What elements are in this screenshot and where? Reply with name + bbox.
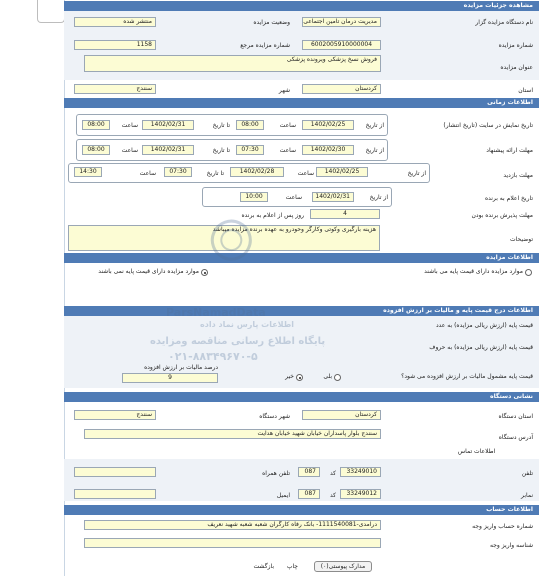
vat-no-label: خیر xyxy=(285,373,294,380)
org-label: نام دستگاه مزایده گزار xyxy=(475,19,533,26)
phone-code-label: کد xyxy=(329,470,336,477)
agency-address-field: سنندج بلوار پاسداران خیابان شهید خیابان هدایت xyxy=(84,429,381,439)
publish-from-date: 1402/02/25 xyxy=(302,120,354,130)
watermark-name: اطلاعات پارس نماد داده xyxy=(200,320,295,329)
offer-label: مهلت ارائه پیشنهاد xyxy=(486,147,533,154)
offer-from-time: 07:30 xyxy=(236,145,264,155)
deadline-field: 4 xyxy=(310,209,380,219)
visit-to-time: 14:30 xyxy=(74,167,102,177)
publish-to-label: تا تاریخ xyxy=(212,122,230,129)
agency-province-field: کردستان xyxy=(302,410,381,420)
visit-label: مهلت بازدید xyxy=(503,172,533,179)
option-without-label: موارد مزایده دارای قیمت پایه نمی باشند xyxy=(98,268,199,275)
announce-date-label: از تاریخ xyxy=(369,194,388,201)
province-field: کردستان xyxy=(302,84,381,94)
option-without-radio[interactable] xyxy=(201,269,208,276)
fax-label: نمابر xyxy=(521,492,533,499)
base-text-label: قیمت پایه (ارزش ریالی مزایده) به حروف xyxy=(429,344,533,351)
vat-yes-label: بلی xyxy=(323,373,332,380)
publish-to-date: 1402/02/31 xyxy=(142,120,194,130)
city-label: شهر xyxy=(278,87,290,94)
pricing-header: اطلاعات درج قیمت پایه و مالیات بر ارزش افزوده xyxy=(64,306,539,316)
offer-to-time: 08:00 xyxy=(82,145,110,155)
org-field: مدیریت درمان تامین اجتماعی xyxy=(302,17,381,27)
visit-from-time-label: ساعت xyxy=(297,170,314,177)
watermark-phone: ۰۲۱-۸۸۳۴۹۶۷۰-۵ xyxy=(168,350,258,363)
publish-label: تاریخ نمایش در سایت (تاریخ انتشار) xyxy=(443,122,533,129)
offer-to-time-label: ساعت xyxy=(121,147,138,154)
fax-code-field: 087 xyxy=(298,489,320,499)
announce-time-label: ساعت xyxy=(285,194,302,201)
city-field: سنندج xyxy=(74,84,156,94)
province-label: استان xyxy=(518,87,533,94)
publish-from-time-label: ساعت xyxy=(279,122,296,129)
offer-to-label: تا تاریخ xyxy=(212,147,230,154)
phone-code-field: 087 xyxy=(298,467,320,477)
vat-question: قیمت پایه مشمول مالیات بر ارزش افزوده می شود؟ xyxy=(401,373,533,380)
shaba-label: شناسه واریز وجه xyxy=(490,542,533,549)
base-num-label: قیمت پایه (ارزش ریالی مزایده) به عدد xyxy=(435,322,533,329)
auction-info-header: اطلاعات مزایده xyxy=(64,253,539,263)
agency-city-label: شهر دستگاه xyxy=(259,413,290,420)
account-label: شماره حساب واریز وجه xyxy=(472,523,533,530)
mobile-label: تلفن همراه xyxy=(262,470,290,477)
agency-header: نشانی دستگاه xyxy=(64,392,539,402)
watermark-brand: ParsNamadData xyxy=(166,306,266,319)
agency-province-label: استان دستگاه xyxy=(498,413,533,420)
mobile-field xyxy=(74,467,156,477)
account-field: درآمدی-1111540081- بانک رفاه کارگران شعبه شعبه شهید نعریف xyxy=(84,520,381,530)
status-field: منتشر شده xyxy=(74,17,156,27)
vat-percent-field: 9 xyxy=(122,373,218,383)
ref-field: 1158 xyxy=(74,40,156,50)
vat-percent-label: درصد مالیات بر ارزش افزوده xyxy=(144,364,218,371)
contact-header: اطلاعات تماس xyxy=(457,448,496,455)
option-with-radio[interactable] xyxy=(525,269,532,276)
announce-date: 1402/02/31 xyxy=(312,192,354,202)
visit-from-label: از تاریخ xyxy=(407,170,426,177)
offer-from-label: از تاریخ xyxy=(365,147,384,154)
notes-field: هزینه بارگیری وکوتی وکارگر وحودرو به عهده برنده مزایده میباشد xyxy=(68,225,380,251)
vat-yes-radio[interactable] xyxy=(334,374,341,381)
offer-from-time-label: ساعت xyxy=(279,147,296,154)
visit-from-date-2: 1402/02/28 xyxy=(230,167,284,177)
visit-to-label: تا تاریخ xyxy=(206,170,224,177)
timing-header: اطلاعات زمانی xyxy=(64,98,539,108)
print-link[interactable]: چاپ xyxy=(286,563,298,570)
phone-label: تلفن xyxy=(521,470,533,477)
announce-time: 10:00 xyxy=(240,192,268,202)
vat-no-radio[interactable] xyxy=(296,374,303,381)
phone-field: 33249010 xyxy=(340,467,381,477)
account-header: اطلاعات حساب xyxy=(64,505,539,515)
publish-to-time: 08:00 xyxy=(82,120,110,130)
status-label: وضعیت مزایده xyxy=(253,19,290,26)
publish-from-label: از تاریخ xyxy=(365,122,384,129)
top-left-box xyxy=(37,0,65,23)
email-label: ایمیل xyxy=(276,492,290,499)
title-field: فروش نسخ پزشکی ویرونده پزشکی xyxy=(84,55,381,72)
announce-label: تاریخ اعلام به برنده xyxy=(484,195,533,202)
offer-to-date: 1402/02/31 xyxy=(142,145,194,155)
agency-city-field: سنندج xyxy=(74,410,156,420)
back-link[interactable]: بازگشت xyxy=(253,563,274,570)
number-label: شماره مزایده xyxy=(498,42,533,49)
publish-from-time: 08:00 xyxy=(236,120,264,130)
ref-label: شماره مزایده مرجع xyxy=(240,42,290,49)
option-with-label: موارد مزایده دارای قیمت پایه می باشند xyxy=(424,268,523,275)
visit-from-date: 1402/02/25 xyxy=(316,167,368,177)
fax-field: 33249012 xyxy=(340,489,381,499)
watermark-site: پایگاه اطلاع رسانی مناقصه ومزایده xyxy=(150,336,326,347)
visit-from-time: 07:30 xyxy=(164,167,192,177)
details-header: مشاهده جزئیات مزایده xyxy=(64,1,539,11)
publish-to-time-label: ساعت xyxy=(121,122,138,129)
number-field: 6002005910000004 xyxy=(302,40,381,50)
deadline-suffix: روز پس از اعلام به برنده xyxy=(241,212,304,219)
email-field xyxy=(74,489,156,499)
notes-label: توضیحات xyxy=(509,236,533,243)
title-label: عنوان مزایده xyxy=(500,64,533,71)
agency-address-label: آدرس دستگاه xyxy=(498,434,533,441)
shaba-field xyxy=(84,538,381,548)
offer-from-date: 1402/02/30 xyxy=(302,145,354,155)
visit-to-time-label: ساعت xyxy=(139,170,156,177)
deadline-label: مهلت پذیرش برنده بودن xyxy=(471,212,533,219)
fax-code-label: کد xyxy=(329,492,336,499)
attachments-button[interactable]: مدارک پیوستی(۰) xyxy=(314,561,372,572)
